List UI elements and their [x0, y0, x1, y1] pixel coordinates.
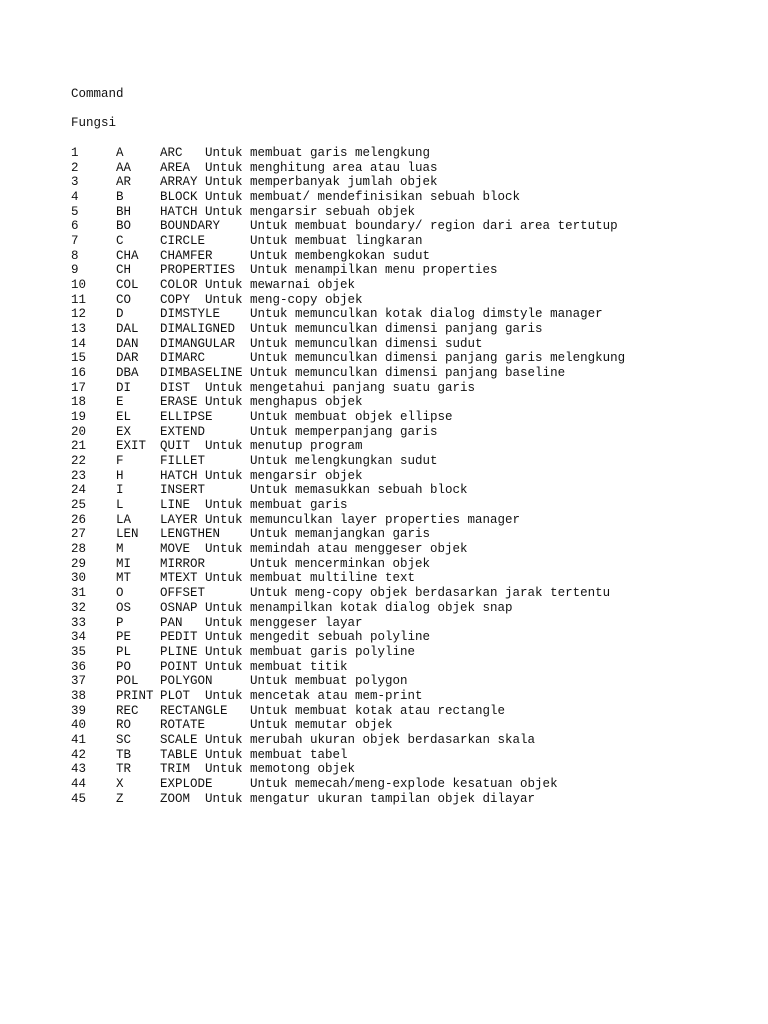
- row-number: 36: [71, 659, 87, 674]
- row-shortcut: CHA: [116, 248, 139, 263]
- row-shortcut: LA: [116, 512, 132, 527]
- row-command-description: FILLET Untuk melengkungkan sudut: [160, 454, 438, 469]
- row-number: 2: [71, 160, 79, 175]
- row-command-description: BOUNDARY Untuk membuat boundary/ region dari area tertutup: [160, 219, 618, 234]
- row-number: 24: [71, 483, 87, 498]
- row-shortcut: AR: [116, 175, 132, 190]
- row-command-description: ARRAY Untuk memperbanyak jumlah objek: [160, 175, 438, 190]
- row-command-description: CHAMFER Untuk membengkokan sudut: [160, 248, 431, 263]
- row-command-description: LINE Untuk membuat garis: [160, 498, 348, 513]
- row-number: 11: [71, 292, 87, 307]
- row-shortcut: PL: [116, 644, 132, 659]
- row-number: 43: [71, 762, 87, 777]
- row-shortcut: DAR: [116, 351, 139, 366]
- row-command-description: PLINE Untuk membuat garis polyline: [160, 644, 416, 659]
- row-number: 16: [71, 366, 87, 381]
- row-shortcut: B: [116, 190, 124, 205]
- row-command-description: ARC Untuk membuat garis melengkung: [160, 146, 431, 160]
- row-shortcut: LEN: [116, 527, 139, 542]
- row-command-description: OSNAP Untuk menampilkan kotak dialog objek snap: [160, 600, 513, 615]
- heading-command: Command: [71, 87, 124, 101]
- row-command-description: TRIM Untuk memotong objek: [160, 762, 356, 777]
- row-shortcut: CH: [116, 263, 132, 278]
- row-number: 33: [71, 615, 87, 630]
- row-command-description: DIMSTYLE Untuk memunculkan kotak dialog dimstyle manager: [160, 307, 603, 322]
- row-number: 5: [71, 204, 79, 219]
- row-command-description: ROTATE Untuk memutar objek: [160, 718, 393, 733]
- row-number: 41: [71, 732, 87, 747]
- row-command-description: HATCH Untuk mengarsir objek: [160, 468, 363, 483]
- row-number: 25: [71, 498, 87, 513]
- row-number: 21: [71, 439, 87, 454]
- row-command-description: POLYGON Untuk membuat polygon: [160, 674, 408, 689]
- row-command-description: DIST Untuk mengetahui panjang suatu garis: [160, 380, 476, 395]
- row-command-description: MIRROR Untuk mencerminkan objek: [160, 556, 431, 571]
- row-command-description: SCALE Untuk merubah ukuran objek berdasarkan skala: [160, 732, 536, 747]
- row-shortcut: C: [116, 234, 124, 249]
- row-shortcut: PO: [116, 659, 132, 674]
- row-command-description: PAN Untuk menggeser layar: [160, 615, 363, 630]
- row-number: 38: [71, 688, 87, 703]
- row-number: 44: [71, 776, 87, 791]
- row-number: 42: [71, 747, 87, 762]
- row-shortcut: TR: [116, 762, 132, 777]
- row-shortcut: L: [116, 498, 124, 513]
- row-shortcut: SC: [116, 732, 132, 747]
- row-command-description: INSERT Untuk memasukkan sebuah block: [160, 483, 468, 498]
- row-shortcut: PRINT: [116, 688, 154, 703]
- row-number: 7: [71, 234, 79, 249]
- row-command-description: DIMANGULAR Untuk memunculkan dimensi sudut: [160, 336, 483, 351]
- row-number: 19: [71, 410, 87, 425]
- row-shortcut: TB: [116, 747, 132, 762]
- row-shortcut: AA: [116, 160, 132, 175]
- row-number: 8: [71, 248, 79, 263]
- row-command-description: COLOR Untuk mewarnai objek: [160, 278, 356, 293]
- row-command-description: MOVE Untuk memindah atau menggeser objek: [160, 542, 468, 557]
- row-shortcut: BH: [116, 204, 132, 219]
- row-command-description: MTEXT Untuk membuat multiline text: [160, 571, 416, 586]
- row-number: 15: [71, 351, 87, 366]
- row-shortcut: DAL: [116, 322, 139, 337]
- row-shortcut: MI: [116, 556, 132, 571]
- row-shortcut: EXIT: [116, 439, 147, 454]
- row-number: 3: [71, 175, 79, 190]
- row-command-description: LENGTHEN Untuk memanjangkan garis: [160, 527, 431, 542]
- row-number: 12: [71, 307, 87, 322]
- row-number: 22: [71, 454, 87, 469]
- row-number: 35: [71, 644, 87, 659]
- row-command-description: ZOOM Untuk mengatur ukuran tampilan objek dilayar: [160, 791, 536, 806]
- row-number: 40: [71, 718, 87, 733]
- row-command-description: BLOCK Untuk membuat/ mendefinisikan sebuah block: [160, 190, 521, 205]
- row-command-description: RECTANGLE Untuk membuat kotak atau rectangle: [160, 703, 506, 718]
- row-number: 20: [71, 424, 87, 439]
- row-command-description: HATCH Untuk mengarsir sebuah objek: [160, 204, 416, 219]
- row-shortcut: I: [116, 483, 124, 498]
- row-command-description: PEDIT Untuk mengedit sebuah polyline: [160, 630, 431, 645]
- row-command-description: QUIT Untuk menutup program: [160, 439, 363, 454]
- row-shortcut: REC: [116, 703, 139, 718]
- row-number: 1: [71, 146, 79, 160]
- row-shortcut: DI: [116, 380, 132, 395]
- row-shortcut: D: [116, 307, 124, 322]
- row-shortcut: DAN: [116, 336, 139, 351]
- row-shortcut: O: [116, 586, 124, 601]
- row-number: 39: [71, 703, 87, 718]
- row-number: 10: [71, 278, 87, 293]
- row-command-description: AREA Untuk menghitung area atau luas: [160, 160, 438, 175]
- row-command-description: CIRCLE Untuk membuat lingkaran: [160, 234, 423, 249]
- row-number: 23: [71, 468, 87, 483]
- row-command-description: PLOT Untuk mencetak atau mem-print: [160, 688, 423, 703]
- row-command-description: ERASE Untuk menghapus objek: [160, 395, 363, 410]
- row-number: 37: [71, 674, 87, 689]
- row-command-description: EXTEND Untuk memperpanjang garis: [160, 424, 438, 439]
- row-command-description: LAYER Untuk memunculkan layer properties manager: [160, 512, 521, 527]
- row-shortcut: OS: [116, 600, 132, 615]
- row-number: 27: [71, 527, 87, 542]
- row-shortcut: POL: [116, 674, 139, 689]
- row-number: 13: [71, 322, 87, 337]
- row-command-description: OFFSET Untuk meng-copy objek berdasarkan jarak tertentu: [160, 586, 611, 601]
- row-number: 32: [71, 600, 87, 615]
- row-shortcut: PE: [116, 630, 132, 645]
- row-command-description: DIMARC Untuk memunculkan dimensi panjang garis melengkung: [160, 351, 626, 366]
- row-command-description: DIMALIGNED Untuk memunculkan dimensi panjang garis: [160, 322, 543, 337]
- row-shortcut: M: [116, 542, 124, 557]
- row-command-description: DIMBASELINE Untuk memunculkan dimensi panjang baseline: [160, 366, 566, 381]
- row-shortcut: COL: [116, 278, 139, 293]
- row-shortcut: H: [116, 468, 124, 483]
- row-shortcut: DBA: [116, 366, 139, 381]
- row-number: 30: [71, 571, 87, 586]
- row-command-description: EXPLODE Untuk memecah/meng-explode kesatuan objek: [160, 776, 558, 791]
- row-number: 34: [71, 630, 87, 645]
- row-shortcut: F: [116, 454, 124, 469]
- row-number: 31: [71, 586, 87, 601]
- row-shortcut: EX: [116, 424, 132, 439]
- row-number: 4: [71, 190, 79, 205]
- row-shortcut: E: [116, 395, 124, 410]
- row-shortcut: BO: [116, 219, 132, 234]
- row-number: 9: [71, 263, 79, 278]
- row-number: 26: [71, 512, 87, 527]
- row-shortcut: EL: [116, 410, 132, 425]
- heading-fungsi: Fungsi: [71, 116, 117, 130]
- row-number: 18: [71, 395, 87, 410]
- row-shortcut: CO: [116, 292, 132, 307]
- row-number: 28: [71, 542, 87, 557]
- row-number: 17: [71, 380, 87, 395]
- row-number: 6: [71, 219, 79, 234]
- row-command-description: POINT Untuk membuat titik: [160, 659, 348, 674]
- row-number: 14: [71, 336, 87, 351]
- row-command-description: ELLIPSE Untuk membuat objek ellipse: [160, 410, 453, 425]
- row-shortcut: RO: [116, 718, 132, 733]
- row-shortcut: X: [116, 776, 124, 791]
- row-command-description: PROPERTIES Untuk menampilkan menu properties: [160, 263, 498, 278]
- row-shortcut: P: [116, 615, 124, 630]
- row-shortcut: MT: [116, 571, 132, 586]
- row-number: 45: [71, 791, 87, 806]
- row-shortcut: Z: [116, 791, 124, 806]
- row-number: 29: [71, 556, 87, 571]
- row-command-description: TABLE Untuk membuat tabel: [160, 747, 348, 762]
- row-command-description: COPY Untuk meng-copy objek: [160, 292, 363, 307]
- row-shortcut: A: [116, 146, 124, 160]
